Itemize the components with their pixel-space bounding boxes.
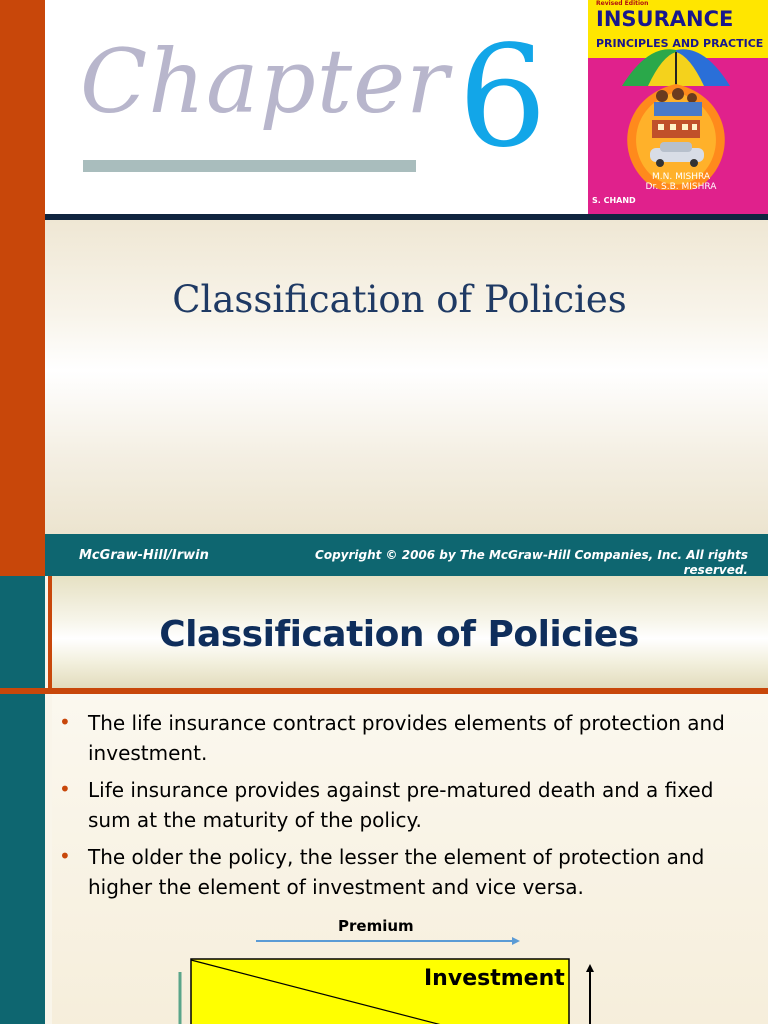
book-title-main: INSURANCE [596,7,734,31]
footer-copyright: Copyright © 2006 by The McGraw-Hill Companies, Inc. All rights reserved. [315,548,748,576]
up-arrowhead-icon [586,964,594,972]
slide-title: Classification of Policies [159,614,639,655]
bullet-dot-icon: • [59,844,71,868]
protection-investment-diagram [52,908,768,1024]
book-edition-tag: Revised Edition [592,0,652,7]
slide-title: Classification of Policies [172,278,627,321]
left-accent-bar [0,576,45,1024]
book-author-1: M.N. MISHRA [651,172,711,182]
content-slide-header [52,576,768,688]
chapter-word: Chapter [80,30,450,133]
bullet-text: The older the policy, the lesser the element of protection and higher the element of investment and vice versa. [88,845,705,899]
book-title-sub: PRINCIPLES AND PRACTICE [596,37,764,50]
book-cover-image [588,0,768,214]
premium-label: Premium [338,917,414,935]
bullet-dot-icon: • [59,777,71,801]
bullet-item [52,775,742,835]
title-slide-body [45,220,768,534]
chapter-underline [83,160,416,172]
footer-publisher: McGraw-Hill/Irwin [79,548,209,563]
book-author-2: Dr. S.B. MISHRA [645,182,717,192]
slide-footer [45,534,768,576]
bullet-item [52,708,742,768]
bullet-text: Life insurance provides against pre-matured death and a fixed sum at the maturity of the policy. [88,778,714,832]
bullet-text: The life insurance contract provides elements of protection and investment. [88,711,725,765]
investment-label: Investment [424,966,565,991]
bullet-list [52,708,742,909]
chapter-number: 6 [458,16,548,179]
book-authors [636,172,726,192]
left-accent-bar [0,0,45,576]
bullet-dot-icon: • [59,710,71,734]
content-slide [0,576,768,1024]
premium-arrowhead-icon [512,937,520,945]
book-publisher: S. CHAND [592,196,636,205]
bullet-item [52,842,742,902]
